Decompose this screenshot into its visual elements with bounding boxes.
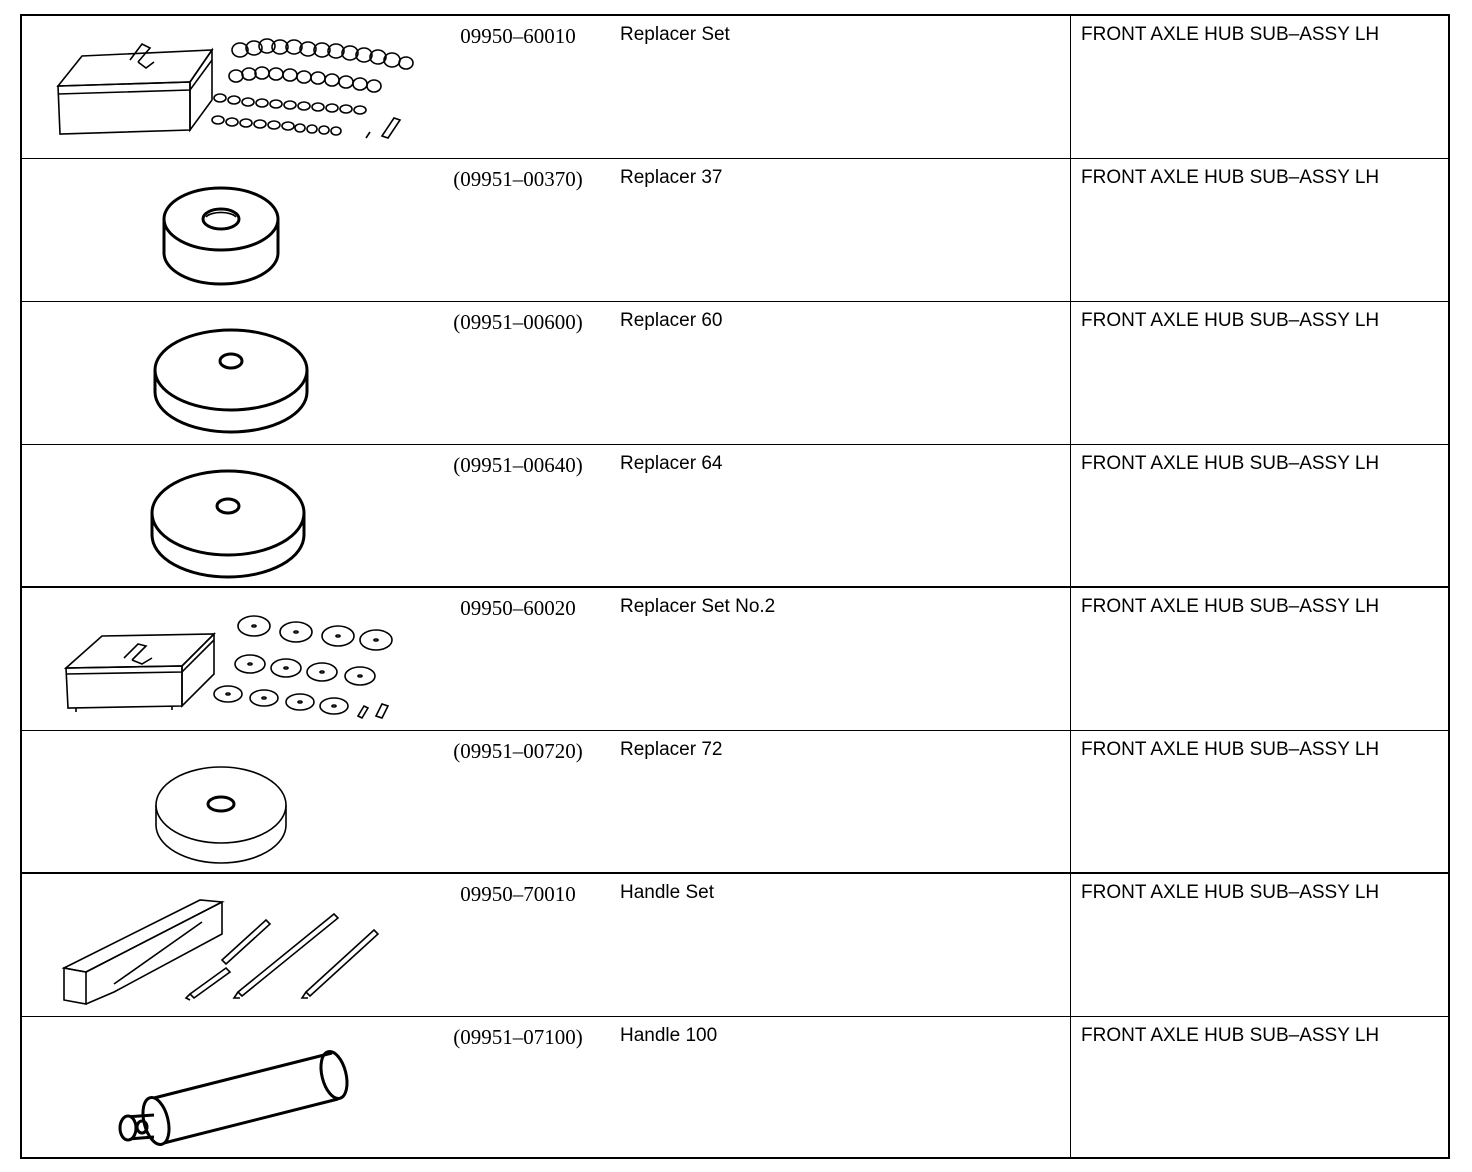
part-number: (09951–07100) <box>453 1025 583 1049</box>
part-number: 09950–60010 <box>460 24 576 48</box>
table-row <box>22 445 1448 588</box>
part-number: (09951–00720) <box>453 739 583 763</box>
usage-note: FRONT AXLE HUB SUB–ASSY LH <box>1081 167 1380 188</box>
table-row <box>22 16 1448 159</box>
replacer-disc-icon <box>42 451 422 585</box>
replacer-disc-icon <box>42 737 422 871</box>
usage-note: FRONT AXLE HUB SUB–ASSY LH <box>1081 453 1380 474</box>
tool-name: Replacer Set <box>620 24 730 45</box>
tool-name: Replacer Set No.2 <box>620 596 776 617</box>
tool-name: Replacer 72 <box>620 739 723 760</box>
special-service-tools-table <box>20 14 1450 1159</box>
tool-name: Replacer 64 <box>620 453 723 474</box>
handle-bar-icon <box>42 1023 422 1157</box>
part-number: 09950–60020 <box>460 596 576 620</box>
part-number: 09950–70010 <box>460 882 576 906</box>
usage-note: FRONT AXLE HUB SUB–ASSY LH <box>1081 310 1380 331</box>
table-row <box>22 159 1448 302</box>
tool-name: Handle 100 <box>620 1025 718 1046</box>
replacer-disc-icon <box>42 165 422 299</box>
table-row <box>22 731 1448 874</box>
usage-note: FRONT AXLE HUB SUB–ASSY LH <box>1081 24 1380 45</box>
tool-name: Replacer 37 <box>620 167 723 188</box>
table-row <box>22 302 1448 445</box>
part-number: (09951–00640) <box>453 453 583 477</box>
replacer-set-case-icon <box>42 22 422 156</box>
usage-note: FRONT AXLE HUB SUB–ASSY LH <box>1081 739 1380 760</box>
table-row <box>22 1017 1448 1157</box>
replacer-set-case-icon <box>42 594 422 728</box>
tool-name: Handle Set <box>620 882 715 903</box>
table-row <box>22 874 1448 1017</box>
usage-note: FRONT AXLE HUB SUB–ASSY LH <box>1081 596 1380 617</box>
table-row <box>22 588 1448 731</box>
tool-name: Replacer 60 <box>620 310 723 331</box>
usage-note: FRONT AXLE HUB SUB–ASSY LH <box>1081 1025 1380 1046</box>
usage-note: FRONT AXLE HUB SUB–ASSY LH <box>1081 882 1380 903</box>
replacer-disc-icon <box>42 308 422 442</box>
part-number: (09951–00370) <box>453 167 583 191</box>
handle-set-icon <box>42 880 422 1014</box>
part-number: (09951–00600) <box>453 310 583 334</box>
